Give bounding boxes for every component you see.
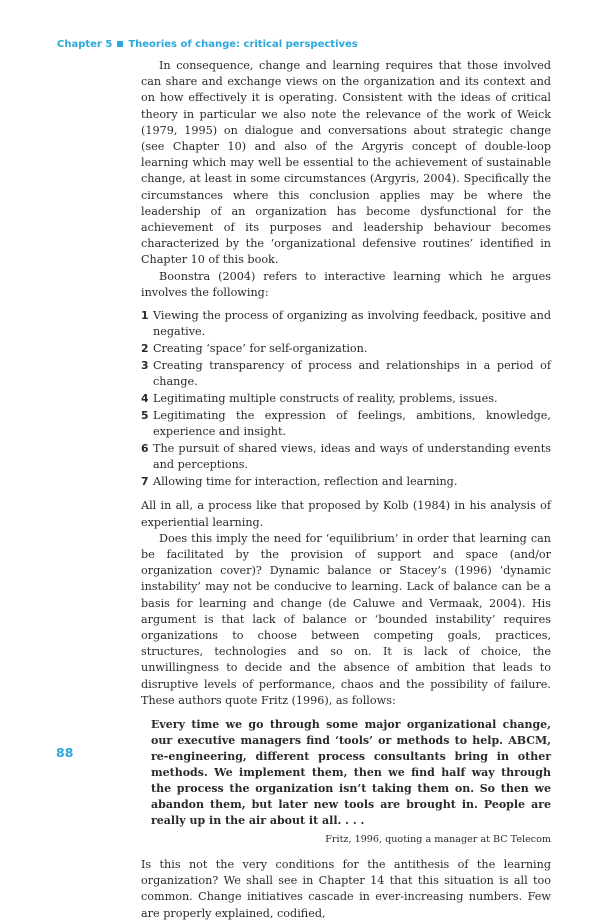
- list-item: [141, 308, 551, 340]
- list-item-text: The pursuit of shared views, ideas and ways of understanding events and perceptions.: [153, 442, 551, 472]
- list-item-text: Viewing the process of organizing as involving feedback, positive and negative.: [153, 309, 551, 339]
- paragraph: All in all, a process like that proposed by Kolb (1984) in his analysis of experiential learning.: [141, 499, 551, 529]
- paragraph: In consequence, change and learning requires that those involved can share and exchange views on the organization and its context and on how effectively it is operating. Consistent with the ideas of critical theory in particular we also note the relevance of the work of Weick (1979, 1995) on dialogue and conversations about strategic change (see Chapter 10) and also of the Argyris concept of double-loop learning which may well be essential to the achievement of sustainable change, at least in some circumstances (Argyris, 2004). Specifically the circumstances where this conclusion applies may be where the leadership of an organization has become dysfunctional for the achievement of its purposes and leadership behaviour becomes characterized by the ‘organizational defensive routines’ identified in Chapter 10 of this book.: [141, 59, 551, 267]
- running-head: [57, 39, 358, 50]
- page-number: 88: [56, 745, 74, 760]
- list-item: [141, 441, 551, 473]
- list-number: 6: [141, 442, 149, 456]
- list-item: [141, 408, 551, 440]
- list-number: 7: [141, 475, 149, 489]
- chapter-label: Chapter 5: [57, 39, 113, 50]
- block-quote: Every time we go through some major organizational change, our executive managers find ‘tools’ or methods to help. ABCM, re-engineering, different process consultants bring in other methods. We implement them, then we find half way through the process the organization isn’t taking them on. So then we abandon them, but later new tools are brought in. People are really up in the air about it all. . . .: [151, 718, 551, 828]
- list-number: 3: [141, 359, 149, 373]
- body-text: [141, 58, 551, 922]
- list-number: 2: [141, 342, 149, 356]
- list-item: [141, 358, 551, 390]
- list-number: 4: [141, 392, 149, 406]
- paragraph: Boonstra (2004) refers to interactive learning which he argues involves the following:: [141, 269, 551, 299]
- list-number: 5: [141, 409, 149, 423]
- paragraph: Is this not the very conditions for the antithesis of the learning organization? We shall see in Chapter 14 that this situation is all too common. Change initiatives cascade in ever-increasing numbers. Few are properly explained, codified,: [141, 858, 551, 920]
- list-item: [141, 474, 551, 490]
- list-item: [141, 341, 551, 357]
- chapter-title: Theories of change: critical perspectives: [128, 39, 358, 50]
- paragraph: Does this imply the need for ‘equilibrium’ in order that learning can be facilitated by the provision of support and space (and/or organization cover)? Dynamic balance or Stacey’s (1996) ‘dynamic instability’ may not be conducive to learning. Lack of balance can be a basis for learning and change (de Caluwe and Vermaak, 2004). His argument is that lack of balance or ‘bounded instability’ requires organizations to choose between competing goals, practices, structures, technologies and so on. It is lack of choice, the unwillingness to decide and the absence of ambition that leads to disruptive levels of performance, chaos and the possibility of failure. These authors quote Fritz (1996), as follows:: [141, 531, 551, 707]
- quote-attribution: Fritz, 1996, quoting a manager at BC Telecom: [325, 834, 551, 846]
- numbered-list: [141, 308, 551, 490]
- square-bullet-icon: [117, 41, 123, 47]
- list-item-text: Creating ‘space’ for self-organization.: [153, 342, 368, 356]
- list-item: [141, 391, 551, 407]
- list-item-text: Allowing time for interaction, reflection and learning.: [153, 475, 458, 489]
- list-item-text: Legitimating multiple constructs of reality, problems, issues.: [153, 392, 498, 406]
- list-number: 1: [141, 309, 149, 323]
- list-item-text: Creating transparency of process and relationships in a period of change.: [153, 359, 551, 389]
- list-item-text: Legitimating the expression of feelings, ambitions, knowledge, experience and insight.: [153, 409, 551, 439]
